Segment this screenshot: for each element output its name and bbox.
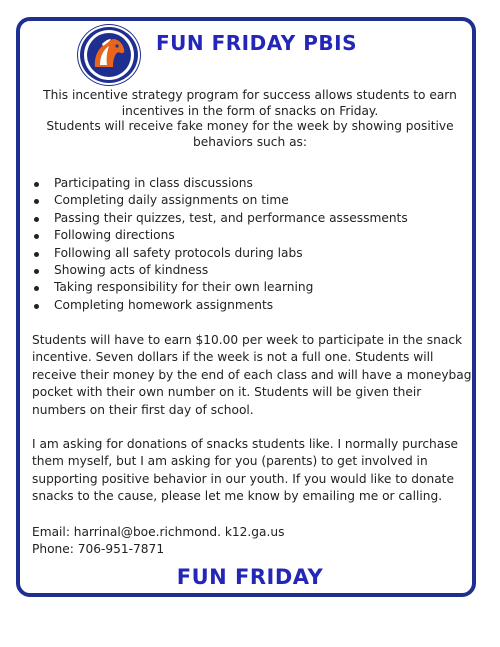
intro-text <box>30 88 470 150</box>
bullet-icon <box>34 304 39 309</box>
phone-text: Phone: 706-951-7871 <box>32 542 165 556</box>
list-item <box>34 262 408 279</box>
intro-line-2: Students will receive fake money for the week by showing positive behaviors such as: <box>46 119 454 149</box>
bullet-icon <box>34 286 39 291</box>
list-item-text: Taking responsibility for their own learning <box>54 280 314 295</box>
list-item-text: Participating in class discussions <box>54 176 253 190</box>
bullet-icon <box>34 199 39 204</box>
list-item-text: Passing their quizzes, test, and performance assessments <box>54 210 408 225</box>
donation-paragraph: I am asking for donations of snacks students like. I normally purchase them myself, but I am asking for you (parents) to get involved in supporting positive behavior in our youth. If you would like to donate snacks to the cause, please let me know by emailing me or calling. <box>32 437 459 504</box>
footer-title: FUN FRIDAY <box>176 565 324 589</box>
list-item <box>34 227 408 244</box>
list-item-text: Showing acts of kindness <box>54 263 209 278</box>
bullet-icon <box>34 234 39 239</box>
list-item <box>34 245 408 262</box>
contact-info <box>32 524 284 558</box>
money-paragraph-continued: pocket with their own number on it. Students will be given their numbers on their first day of school. <box>32 385 422 417</box>
list-item <box>34 210 408 227</box>
money-paragraph-main: Students will have to earn $10.00 per week to participate in the snack incentive. Seven dollars if the week is not a full one. Students will receive their money by the end of each class and will have a moneybag <box>32 333 472 382</box>
intro-line-1: This incentive strategy program for success allows students to earn incentives in the form of snacks on Friday. <box>43 88 457 118</box>
bullet-icon <box>34 217 39 222</box>
list-item <box>34 192 408 209</box>
list-item-text: Completing daily assignments on time <box>54 193 289 208</box>
page-title: FUN FRIDAY PBIS <box>156 31 357 55</box>
bullet-icon <box>34 269 39 274</box>
bullet-icon <box>34 182 39 187</box>
list-item <box>34 279 408 296</box>
money-paragraph <box>32 332 472 419</box>
list-item-text: Following all safety protocols during labs <box>54 245 303 260</box>
email-text: Email: harrinal@boe.richmond. k12.ga.us <box>32 525 285 539</box>
list-item <box>34 175 408 192</box>
list-item-text: Completing homework assignments <box>54 297 274 312</box>
list-item <box>34 297 408 314</box>
behaviors-list <box>34 175 408 314</box>
bronco-horse-logo-icon <box>80 27 138 83</box>
list-item-text: Following directions <box>54 228 175 243</box>
bullet-icon <box>34 252 39 257</box>
